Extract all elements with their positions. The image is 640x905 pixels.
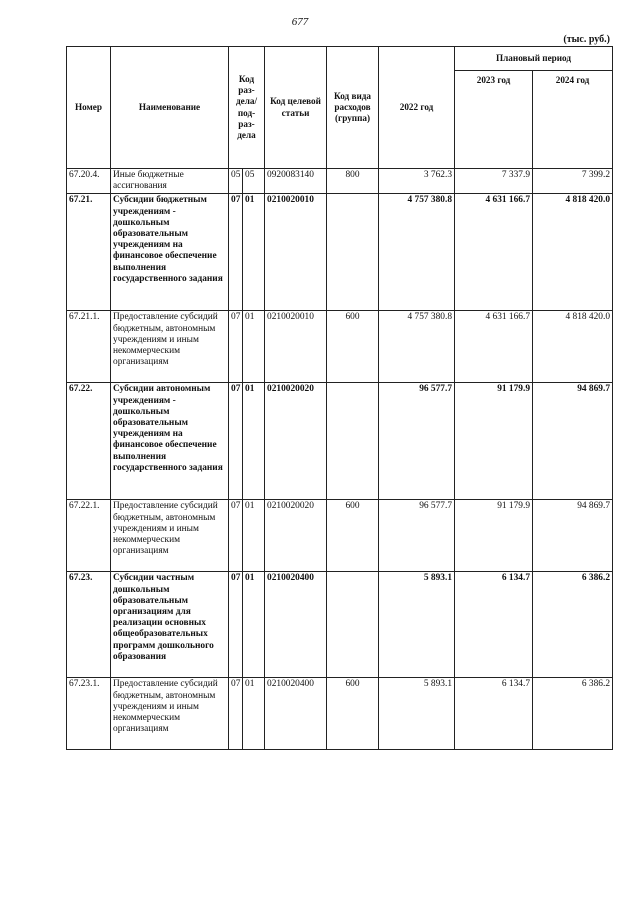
row-2022: 5 893.1	[379, 572, 455, 678]
row-2024: 94 869.7	[533, 383, 613, 500]
row-2022: 4 757 380.8	[379, 311, 455, 383]
row-target: 0210020400	[265, 572, 327, 678]
row-expense: 600	[327, 500, 379, 572]
header-year-2022: 2022 год	[379, 47, 455, 169]
row-number: 67.22.1.	[67, 500, 111, 572]
row-2024: 6 386.2	[533, 678, 613, 750]
row-target: 0210020010	[265, 311, 327, 383]
row-section: 05	[229, 169, 243, 194]
table-row	[67, 500, 613, 572]
row-section: 07	[229, 311, 243, 383]
header-target-code: Код целевой статьи	[265, 47, 327, 169]
row-target: 0210020020	[265, 500, 327, 572]
row-subsection: 01	[243, 500, 265, 572]
row-name: Иные бюджетные ассигнования	[111, 169, 229, 194]
row-2022: 4 757 380.8	[379, 194, 455, 311]
header-name: Наименование	[111, 47, 229, 169]
row-number: 67.23.	[67, 572, 111, 678]
header-expense-code: Код вида расходов (группа)	[327, 47, 379, 169]
row-name: Предоставление субсидий бюджетным, автономным учреждениям и иным некоммерческим организациям	[111, 500, 229, 572]
row-section: 07	[229, 383, 243, 500]
row-name: Предоставление субсидий бюджетным, автономным учреждениям и иным некоммерческим организациям	[111, 311, 229, 383]
table-row	[67, 311, 613, 383]
row-2024: 94 869.7	[533, 500, 613, 572]
row-name: Предоставление субсидий бюджетным, автономным учреждениям и иным некоммерческим организациям	[111, 678, 229, 750]
table-row	[67, 169, 613, 194]
header-year-2024: 2024 год	[533, 71, 613, 169]
row-2023: 91 179.9	[455, 383, 533, 500]
row-2023: 6 134.7	[455, 678, 533, 750]
row-expense: 600	[327, 311, 379, 383]
row-2023: 4 631 166.7	[455, 311, 533, 383]
row-target: 0210020010	[265, 194, 327, 311]
row-2022: 96 577.7	[379, 383, 455, 500]
row-subsection: 01	[243, 311, 265, 383]
row-2023: 91 179.9	[455, 500, 533, 572]
row-expense: 800	[327, 169, 379, 194]
table-row	[67, 383, 613, 500]
row-expense: 600	[327, 678, 379, 750]
row-number: 67.23.1.	[67, 678, 111, 750]
row-subsection: 01	[243, 678, 265, 750]
row-2023: 7 337.9	[455, 169, 533, 194]
budget-table	[66, 46, 613, 750]
row-expense	[327, 383, 379, 500]
row-number: 67.21.	[67, 194, 111, 311]
header-year-2023: 2023 год	[455, 71, 533, 169]
row-name: Субсидии частным дошкольным образовательным организациям для реализации основных общеобразовательных программ дошкольного образования	[111, 572, 229, 678]
row-section: 07	[229, 678, 243, 750]
row-subsection: 05	[243, 169, 265, 194]
row-number: 67.20.4.	[67, 169, 111, 194]
header-plan-period: Плановый период	[455, 47, 613, 71]
row-2024: 6 386.2	[533, 572, 613, 678]
row-target: 0210020020	[265, 383, 327, 500]
row-expense	[327, 194, 379, 311]
row-number: 67.21.1.	[67, 311, 111, 383]
row-name: Субсидии бюджетным учреждениям - дошкольным образовательным учреждениям на финансовое обеспечение выполнения государственного задания	[111, 194, 229, 311]
row-2024: 4 818 420.0	[533, 194, 613, 311]
row-name: Субсидии автономным учреждениям - дошкольным образовательным учреждениям на финансовое обеспечение выполнения государственного задания	[111, 383, 229, 500]
row-expense	[327, 572, 379, 678]
row-2024: 4 818 420.0	[533, 311, 613, 383]
row-section: 07	[229, 500, 243, 572]
table-row	[67, 572, 613, 678]
row-section: 07	[229, 194, 243, 311]
row-subsection: 01	[243, 383, 265, 500]
row-2024: 7 399.2	[533, 169, 613, 194]
header-section-code: Код раз-дела/ под-раз-дела	[229, 47, 265, 169]
row-2023: 6 134.7	[455, 572, 533, 678]
row-2023: 4 631 166.7	[455, 194, 533, 311]
header-number: Номер	[67, 47, 111, 169]
row-target: 0210020400	[265, 678, 327, 750]
units-label: (тыс. руб.)	[563, 34, 610, 45]
table-row	[67, 194, 613, 311]
row-section: 07	[229, 572, 243, 678]
row-subsection: 01	[243, 194, 265, 311]
row-2022: 5 893.1	[379, 678, 455, 750]
row-2022: 96 577.7	[379, 500, 455, 572]
row-2022: 3 762.3	[379, 169, 455, 194]
row-target: 0920083140	[265, 169, 327, 194]
row-subsection: 01	[243, 572, 265, 678]
table-row	[67, 678, 613, 750]
row-number: 67.22.	[67, 383, 111, 500]
page-number: 677	[291, 16, 309, 28]
